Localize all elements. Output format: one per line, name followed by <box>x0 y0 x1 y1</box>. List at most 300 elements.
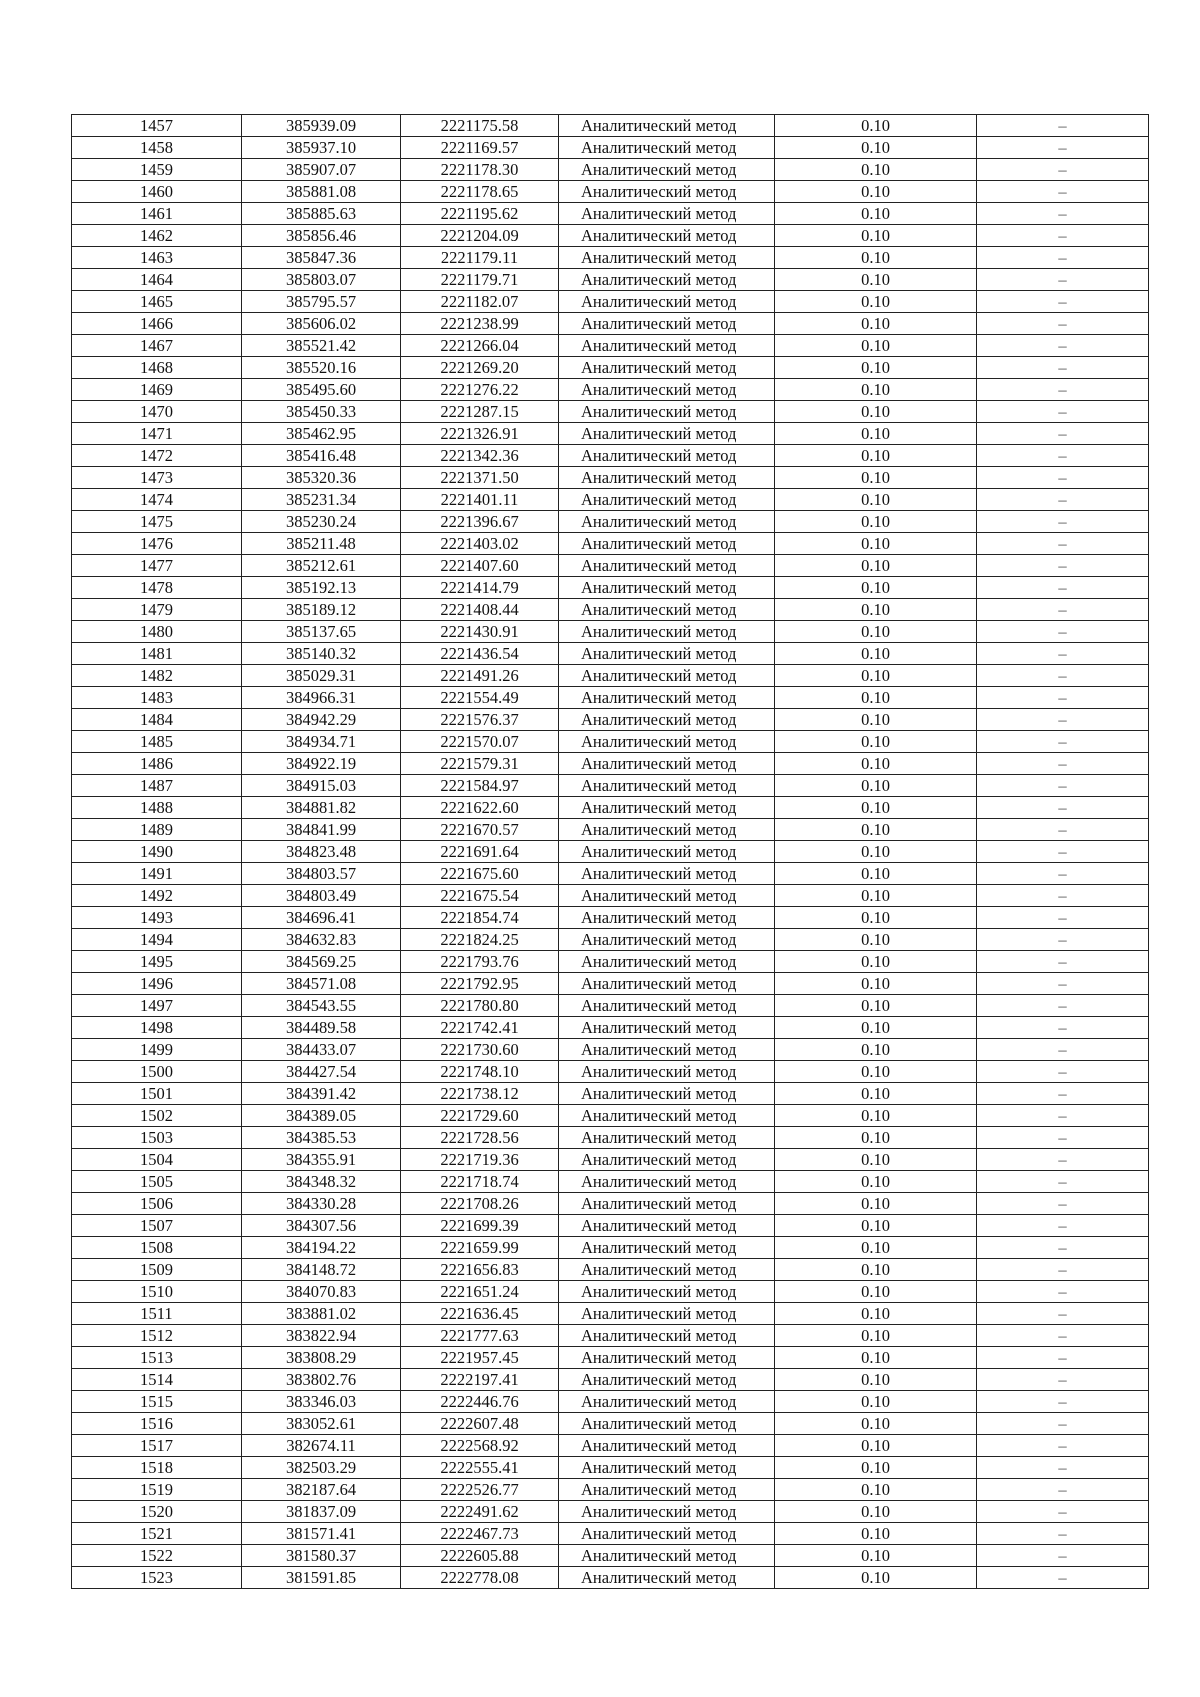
x-coordinate-cell: 385416.48 <box>242 445 401 467</box>
note-cell: – <box>977 731 1149 753</box>
y-coordinate-cell: 2221708.26 <box>401 1193 559 1215</box>
y-coordinate-cell: 2222491.62 <box>401 1501 559 1523</box>
table-row <box>72 621 1149 643</box>
y-coordinate-cell: 2221670.57 <box>401 819 559 841</box>
point-number-cell: 1502 <box>72 1105 242 1127</box>
accuracy-cell: 0.10 <box>775 555 977 577</box>
method-cell: Аналитический метод <box>559 621 775 643</box>
accuracy-cell: 0.10 <box>775 1501 977 1523</box>
accuracy-cell: 0.10 <box>775 973 977 995</box>
accuracy-cell: 0.10 <box>775 1435 977 1457</box>
x-coordinate-cell: 385856.46 <box>242 225 401 247</box>
method-cell: Аналитический метод <box>559 269 775 291</box>
y-coordinate-cell: 2222568.92 <box>401 1435 559 1457</box>
x-coordinate-cell: 383808.29 <box>242 1347 401 1369</box>
method-cell: Аналитический метод <box>559 753 775 775</box>
x-coordinate-cell: 385320.36 <box>242 467 401 489</box>
point-number-cell: 1457 <box>72 115 242 137</box>
x-coordinate-cell: 385211.48 <box>242 533 401 555</box>
accuracy-cell: 0.10 <box>775 1347 977 1369</box>
y-coordinate-cell: 2222467.73 <box>401 1523 559 1545</box>
point-number-cell: 1476 <box>72 533 242 555</box>
note-cell: – <box>977 1105 1149 1127</box>
point-number-cell: 1461 <box>72 203 242 225</box>
y-coordinate-cell: 2221408.44 <box>401 599 559 621</box>
table-row <box>72 775 1149 797</box>
point-number-cell: 1470 <box>72 401 242 423</box>
y-coordinate-cell: 2221396.67 <box>401 511 559 533</box>
table-row <box>72 1017 1149 1039</box>
accuracy-cell: 0.10 <box>775 1479 977 1501</box>
accuracy-cell: 0.10 <box>775 577 977 599</box>
table-row <box>72 137 1149 159</box>
table-row <box>72 1413 1149 1435</box>
method-cell: Аналитический метод <box>559 137 775 159</box>
y-coordinate-cell: 2222778.08 <box>401 1567 559 1589</box>
table-row <box>72 599 1149 621</box>
x-coordinate-cell: 385212.61 <box>242 555 401 577</box>
point-number-cell: 1489 <box>72 819 242 841</box>
accuracy-cell: 0.10 <box>775 203 977 225</box>
note-cell: – <box>977 401 1149 423</box>
accuracy-cell: 0.10 <box>775 511 977 533</box>
point-number-cell: 1460 <box>72 181 242 203</box>
table-row <box>72 115 1149 137</box>
note-cell: – <box>977 1347 1149 1369</box>
y-coordinate-cell: 2221204.09 <box>401 225 559 247</box>
note-cell: – <box>977 423 1149 445</box>
method-cell: Аналитический метод <box>559 181 775 203</box>
point-number-cell: 1465 <box>72 291 242 313</box>
y-coordinate-cell: 2221792.95 <box>401 973 559 995</box>
point-number-cell: 1507 <box>72 1215 242 1237</box>
y-coordinate-cell: 2221401.11 <box>401 489 559 511</box>
note-cell: – <box>977 1039 1149 1061</box>
y-coordinate-cell: 2221287.15 <box>401 401 559 423</box>
y-coordinate-cell: 2221403.02 <box>401 533 559 555</box>
method-cell: Аналитический метод <box>559 1413 775 1435</box>
method-cell: Аналитический метод <box>559 709 775 731</box>
x-coordinate-cell: 384569.25 <box>242 951 401 973</box>
table-row <box>72 1259 1149 1281</box>
y-coordinate-cell: 2221195.62 <box>401 203 559 225</box>
note-cell: – <box>977 1325 1149 1347</box>
x-coordinate-cell: 384696.41 <box>242 907 401 929</box>
y-coordinate-cell: 2221780.80 <box>401 995 559 1017</box>
note-cell: – <box>977 247 1149 269</box>
accuracy-cell: 0.10 <box>775 1171 977 1193</box>
x-coordinate-cell: 381571.41 <box>242 1523 401 1545</box>
accuracy-cell: 0.10 <box>775 687 977 709</box>
note-cell: – <box>977 577 1149 599</box>
x-coordinate-cell: 385450.33 <box>242 401 401 423</box>
y-coordinate-cell: 2222446.76 <box>401 1391 559 1413</box>
point-number-cell: 1496 <box>72 973 242 995</box>
point-number-cell: 1498 <box>72 1017 242 1039</box>
table-row <box>72 885 1149 907</box>
x-coordinate-cell: 384543.55 <box>242 995 401 1017</box>
method-cell: Аналитический метод <box>559 423 775 445</box>
note-cell: – <box>977 687 1149 709</box>
x-coordinate-cell: 383346.03 <box>242 1391 401 1413</box>
method-cell: Аналитический метод <box>559 335 775 357</box>
x-coordinate-cell: 385140.32 <box>242 643 401 665</box>
point-number-cell: 1471 <box>72 423 242 445</box>
accuracy-cell: 0.10 <box>775 863 977 885</box>
method-cell: Аналитический метод <box>559 511 775 533</box>
point-number-cell: 1473 <box>72 467 242 489</box>
x-coordinate-cell: 384922.19 <box>242 753 401 775</box>
x-coordinate-cell: 384571.08 <box>242 973 401 995</box>
accuracy-cell: 0.10 <box>775 885 977 907</box>
point-number-cell: 1521 <box>72 1523 242 1545</box>
x-coordinate-cell: 384427.54 <box>242 1061 401 1083</box>
accuracy-cell: 0.10 <box>775 995 977 1017</box>
method-cell: Аналитический метод <box>559 841 775 863</box>
y-coordinate-cell: 2221579.31 <box>401 753 559 775</box>
x-coordinate-cell: 385192.13 <box>242 577 401 599</box>
x-coordinate-cell: 384881.82 <box>242 797 401 819</box>
x-coordinate-cell: 385231.34 <box>242 489 401 511</box>
accuracy-cell: 0.10 <box>775 445 977 467</box>
accuracy-cell: 0.10 <box>775 423 977 445</box>
accuracy-cell: 0.10 <box>775 753 977 775</box>
table-row <box>72 797 1149 819</box>
method-cell: Аналитический метод <box>559 1017 775 1039</box>
accuracy-cell: 0.10 <box>775 115 977 137</box>
table-row <box>72 313 1149 335</box>
coordinates-table-body <box>72 115 1149 1589</box>
method-cell: Аналитический метод <box>559 1237 775 1259</box>
accuracy-cell: 0.10 <box>775 1303 977 1325</box>
x-coordinate-cell: 385029.31 <box>242 665 401 687</box>
table-row <box>72 181 1149 203</box>
table-row <box>72 995 1149 1017</box>
method-cell: Аналитический метод <box>559 1567 775 1589</box>
table-row <box>72 225 1149 247</box>
y-coordinate-cell: 2221407.60 <box>401 555 559 577</box>
table-row <box>72 247 1149 269</box>
table-row <box>72 973 1149 995</box>
y-coordinate-cell: 2221699.39 <box>401 1215 559 1237</box>
table-row <box>72 1325 1149 1347</box>
note-cell: – <box>977 1171 1149 1193</box>
x-coordinate-cell: 384330.28 <box>242 1193 401 1215</box>
x-coordinate-cell: 385606.02 <box>242 313 401 335</box>
point-number-cell: 1469 <box>72 379 242 401</box>
table-row <box>72 401 1149 423</box>
y-coordinate-cell: 2221659.99 <box>401 1237 559 1259</box>
y-coordinate-cell: 2222526.77 <box>401 1479 559 1501</box>
method-cell: Аналитический метод <box>559 1545 775 1567</box>
accuracy-cell: 0.10 <box>775 1545 977 1567</box>
point-number-cell: 1510 <box>72 1281 242 1303</box>
accuracy-cell: 0.10 <box>775 291 977 313</box>
note-cell: – <box>977 1303 1149 1325</box>
note-cell: – <box>977 1017 1149 1039</box>
y-coordinate-cell: 2221414.79 <box>401 577 559 599</box>
x-coordinate-cell: 385495.60 <box>242 379 401 401</box>
table-row <box>72 1523 1149 1545</box>
y-coordinate-cell: 2221266.04 <box>401 335 559 357</box>
point-number-cell: 1495 <box>72 951 242 973</box>
table-row <box>72 379 1149 401</box>
point-number-cell: 1516 <box>72 1413 242 1435</box>
point-number-cell: 1478 <box>72 577 242 599</box>
table-row <box>72 1347 1149 1369</box>
method-cell: Аналитический метод <box>559 599 775 621</box>
y-coordinate-cell: 2221430.91 <box>401 621 559 643</box>
table-row <box>72 841 1149 863</box>
note-cell: – <box>977 1193 1149 1215</box>
note-cell: – <box>977 1567 1149 1589</box>
point-number-cell: 1483 <box>72 687 242 709</box>
x-coordinate-cell: 384194.22 <box>242 1237 401 1259</box>
note-cell: – <box>977 357 1149 379</box>
table-row <box>72 951 1149 973</box>
x-coordinate-cell: 383822.94 <box>242 1325 401 1347</box>
point-number-cell: 1485 <box>72 731 242 753</box>
accuracy-cell: 0.10 <box>775 775 977 797</box>
point-number-cell: 1486 <box>72 753 242 775</box>
y-coordinate-cell: 2221957.45 <box>401 1347 559 1369</box>
note-cell: – <box>977 489 1149 511</box>
note-cell: – <box>977 1061 1149 1083</box>
note-cell: – <box>977 467 1149 489</box>
y-coordinate-cell: 2222197.41 <box>401 1369 559 1391</box>
accuracy-cell: 0.10 <box>775 489 977 511</box>
method-cell: Аналитический метод <box>559 1061 775 1083</box>
note-cell: – <box>977 951 1149 973</box>
accuracy-cell: 0.10 <box>775 533 977 555</box>
point-number-cell: 1497 <box>72 995 242 1017</box>
accuracy-cell: 0.10 <box>775 1127 977 1149</box>
accuracy-cell: 0.10 <box>775 665 977 687</box>
x-coordinate-cell: 384348.32 <box>242 1171 401 1193</box>
note-cell: – <box>977 709 1149 731</box>
note-cell: – <box>977 1413 1149 1435</box>
y-coordinate-cell: 2221748.10 <box>401 1061 559 1083</box>
note-cell: – <box>977 1149 1149 1171</box>
point-number-cell: 1500 <box>72 1061 242 1083</box>
accuracy-cell: 0.10 <box>775 1259 977 1281</box>
method-cell: Аналитический метод <box>559 401 775 423</box>
x-coordinate-cell: 381591.85 <box>242 1567 401 1589</box>
method-cell: Аналитический метод <box>559 159 775 181</box>
point-number-cell: 1468 <box>72 357 242 379</box>
method-cell: Аналитический метод <box>559 1369 775 1391</box>
accuracy-cell: 0.10 <box>775 1083 977 1105</box>
point-number-cell: 1504 <box>72 1149 242 1171</box>
method-cell: Аналитический метод <box>559 1193 775 1215</box>
method-cell: Аналитический метод <box>559 1501 775 1523</box>
table-row <box>72 1391 1149 1413</box>
y-coordinate-cell: 2221179.71 <box>401 269 559 291</box>
x-coordinate-cell: 385137.65 <box>242 621 401 643</box>
method-cell: Аналитический метод <box>559 929 775 951</box>
y-coordinate-cell: 2221656.83 <box>401 1259 559 1281</box>
note-cell: – <box>977 115 1149 137</box>
note-cell: – <box>977 1501 1149 1523</box>
method-cell: Аналитический метод <box>559 797 775 819</box>
note-cell: – <box>977 621 1149 643</box>
note-cell: – <box>977 863 1149 885</box>
table-row <box>72 1215 1149 1237</box>
accuracy-cell: 0.10 <box>775 1413 977 1435</box>
x-coordinate-cell: 385462.95 <box>242 423 401 445</box>
table-row <box>72 269 1149 291</box>
note-cell: – <box>977 1545 1149 1567</box>
x-coordinate-cell: 384433.07 <box>242 1039 401 1061</box>
accuracy-cell: 0.10 <box>775 357 977 379</box>
y-coordinate-cell: 2221182.07 <box>401 291 559 313</box>
y-coordinate-cell: 2221729.60 <box>401 1105 559 1127</box>
y-coordinate-cell: 2221169.57 <box>401 137 559 159</box>
accuracy-cell: 0.10 <box>775 1523 977 1545</box>
point-number-cell: 1512 <box>72 1325 242 1347</box>
y-coordinate-cell: 2221622.60 <box>401 797 559 819</box>
accuracy-cell: 0.10 <box>775 159 977 181</box>
x-coordinate-cell: 385881.08 <box>242 181 401 203</box>
method-cell: Аналитический метод <box>559 951 775 973</box>
table-row <box>72 291 1149 313</box>
note-cell: – <box>977 929 1149 951</box>
note-cell: – <box>977 1237 1149 1259</box>
note-cell: – <box>977 1523 1149 1545</box>
point-number-cell: 1477 <box>72 555 242 577</box>
point-number-cell: 1479 <box>72 599 242 621</box>
point-number-cell: 1515 <box>72 1391 242 1413</box>
note-cell: – <box>977 885 1149 907</box>
accuracy-cell: 0.10 <box>775 137 977 159</box>
table-row <box>72 1171 1149 1193</box>
table-row <box>72 1435 1149 1457</box>
method-cell: Аналитический метод <box>559 291 775 313</box>
method-cell: Аналитический метод <box>559 225 775 247</box>
point-number-cell: 1459 <box>72 159 242 181</box>
point-number-cell: 1493 <box>72 907 242 929</box>
accuracy-cell: 0.10 <box>775 225 977 247</box>
table-row <box>72 1567 1149 1589</box>
note-cell: – <box>977 797 1149 819</box>
x-coordinate-cell: 385520.16 <box>242 357 401 379</box>
x-coordinate-cell: 384942.29 <box>242 709 401 731</box>
note-cell: – <box>977 269 1149 291</box>
point-number-cell: 1475 <box>72 511 242 533</box>
method-cell: Аналитический метод <box>559 863 775 885</box>
accuracy-cell: 0.10 <box>775 467 977 489</box>
point-number-cell: 1513 <box>72 1347 242 1369</box>
note-cell: – <box>977 599 1149 621</box>
method-cell: Аналитический метод <box>559 115 775 137</box>
y-coordinate-cell: 2221570.07 <box>401 731 559 753</box>
point-number-cell: 1519 <box>72 1479 242 1501</box>
y-coordinate-cell: 2222555.41 <box>401 1457 559 1479</box>
table-row <box>72 357 1149 379</box>
point-number-cell: 1488 <box>72 797 242 819</box>
accuracy-cell: 0.10 <box>775 401 977 423</box>
table-row <box>72 665 1149 687</box>
x-coordinate-cell: 384385.53 <box>242 1127 401 1149</box>
accuracy-cell: 0.10 <box>775 335 977 357</box>
table-row <box>72 1083 1149 1105</box>
method-cell: Аналитический метод <box>559 555 775 577</box>
x-coordinate-cell: 384391.42 <box>242 1083 401 1105</box>
method-cell: Аналитический метод <box>559 357 775 379</box>
accuracy-cell: 0.10 <box>775 599 977 621</box>
point-number-cell: 1505 <box>72 1171 242 1193</box>
accuracy-cell: 0.10 <box>775 1215 977 1237</box>
x-coordinate-cell: 382503.29 <box>242 1457 401 1479</box>
method-cell: Аналитический метод <box>559 643 775 665</box>
x-coordinate-cell: 385847.36 <box>242 247 401 269</box>
table-row <box>72 731 1149 753</box>
table-row <box>72 1039 1149 1061</box>
method-cell: Аналитический метод <box>559 467 775 489</box>
y-coordinate-cell: 2221675.54 <box>401 885 559 907</box>
accuracy-cell: 0.10 <box>775 731 977 753</box>
method-cell: Аналитический метод <box>559 1325 775 1347</box>
table-row <box>72 753 1149 775</box>
y-coordinate-cell: 2221719.36 <box>401 1149 559 1171</box>
note-cell: – <box>977 1083 1149 1105</box>
accuracy-cell: 0.10 <box>775 797 977 819</box>
x-coordinate-cell: 382674.11 <box>242 1435 401 1457</box>
point-number-cell: 1487 <box>72 775 242 797</box>
method-cell: Аналитический метод <box>559 973 775 995</box>
note-cell: – <box>977 445 1149 467</box>
y-coordinate-cell: 2221269.20 <box>401 357 559 379</box>
method-cell: Аналитический метод <box>559 995 775 1017</box>
note-cell: – <box>977 203 1149 225</box>
x-coordinate-cell: 384389.05 <box>242 1105 401 1127</box>
method-cell: Аналитический метод <box>559 1039 775 1061</box>
y-coordinate-cell: 2221342.36 <box>401 445 559 467</box>
table-row <box>72 203 1149 225</box>
table-row <box>72 1237 1149 1259</box>
accuracy-cell: 0.10 <box>775 1237 977 1259</box>
method-cell: Аналитический метод <box>559 1105 775 1127</box>
table-row <box>72 467 1149 489</box>
accuracy-cell: 0.10 <box>775 907 977 929</box>
method-cell: Аналитический метод <box>559 1083 775 1105</box>
note-cell: – <box>977 1479 1149 1501</box>
note-cell: – <box>977 665 1149 687</box>
point-number-cell: 1466 <box>72 313 242 335</box>
note-cell: – <box>977 819 1149 841</box>
point-number-cell: 1474 <box>72 489 242 511</box>
y-coordinate-cell: 2221651.24 <box>401 1281 559 1303</box>
point-number-cell: 1514 <box>72 1369 242 1391</box>
note-cell: – <box>977 1435 1149 1457</box>
note-cell: – <box>977 1391 1149 1413</box>
y-coordinate-cell: 2221554.49 <box>401 687 559 709</box>
x-coordinate-cell: 384934.71 <box>242 731 401 753</box>
point-number-cell: 1511 <box>72 1303 242 1325</box>
method-cell: Аналитический метод <box>559 775 775 797</box>
note-cell: – <box>977 1281 1149 1303</box>
x-coordinate-cell: 381837.09 <box>242 1501 401 1523</box>
y-coordinate-cell: 2221777.63 <box>401 1325 559 1347</box>
note-cell: – <box>977 225 1149 247</box>
method-cell: Аналитический метод <box>559 203 775 225</box>
point-number-cell: 1482 <box>72 665 242 687</box>
y-coordinate-cell: 2221276.22 <box>401 379 559 401</box>
note-cell: – <box>977 1369 1149 1391</box>
x-coordinate-cell: 381580.37 <box>242 1545 401 1567</box>
table-row <box>72 1479 1149 1501</box>
table-row <box>72 1303 1149 1325</box>
